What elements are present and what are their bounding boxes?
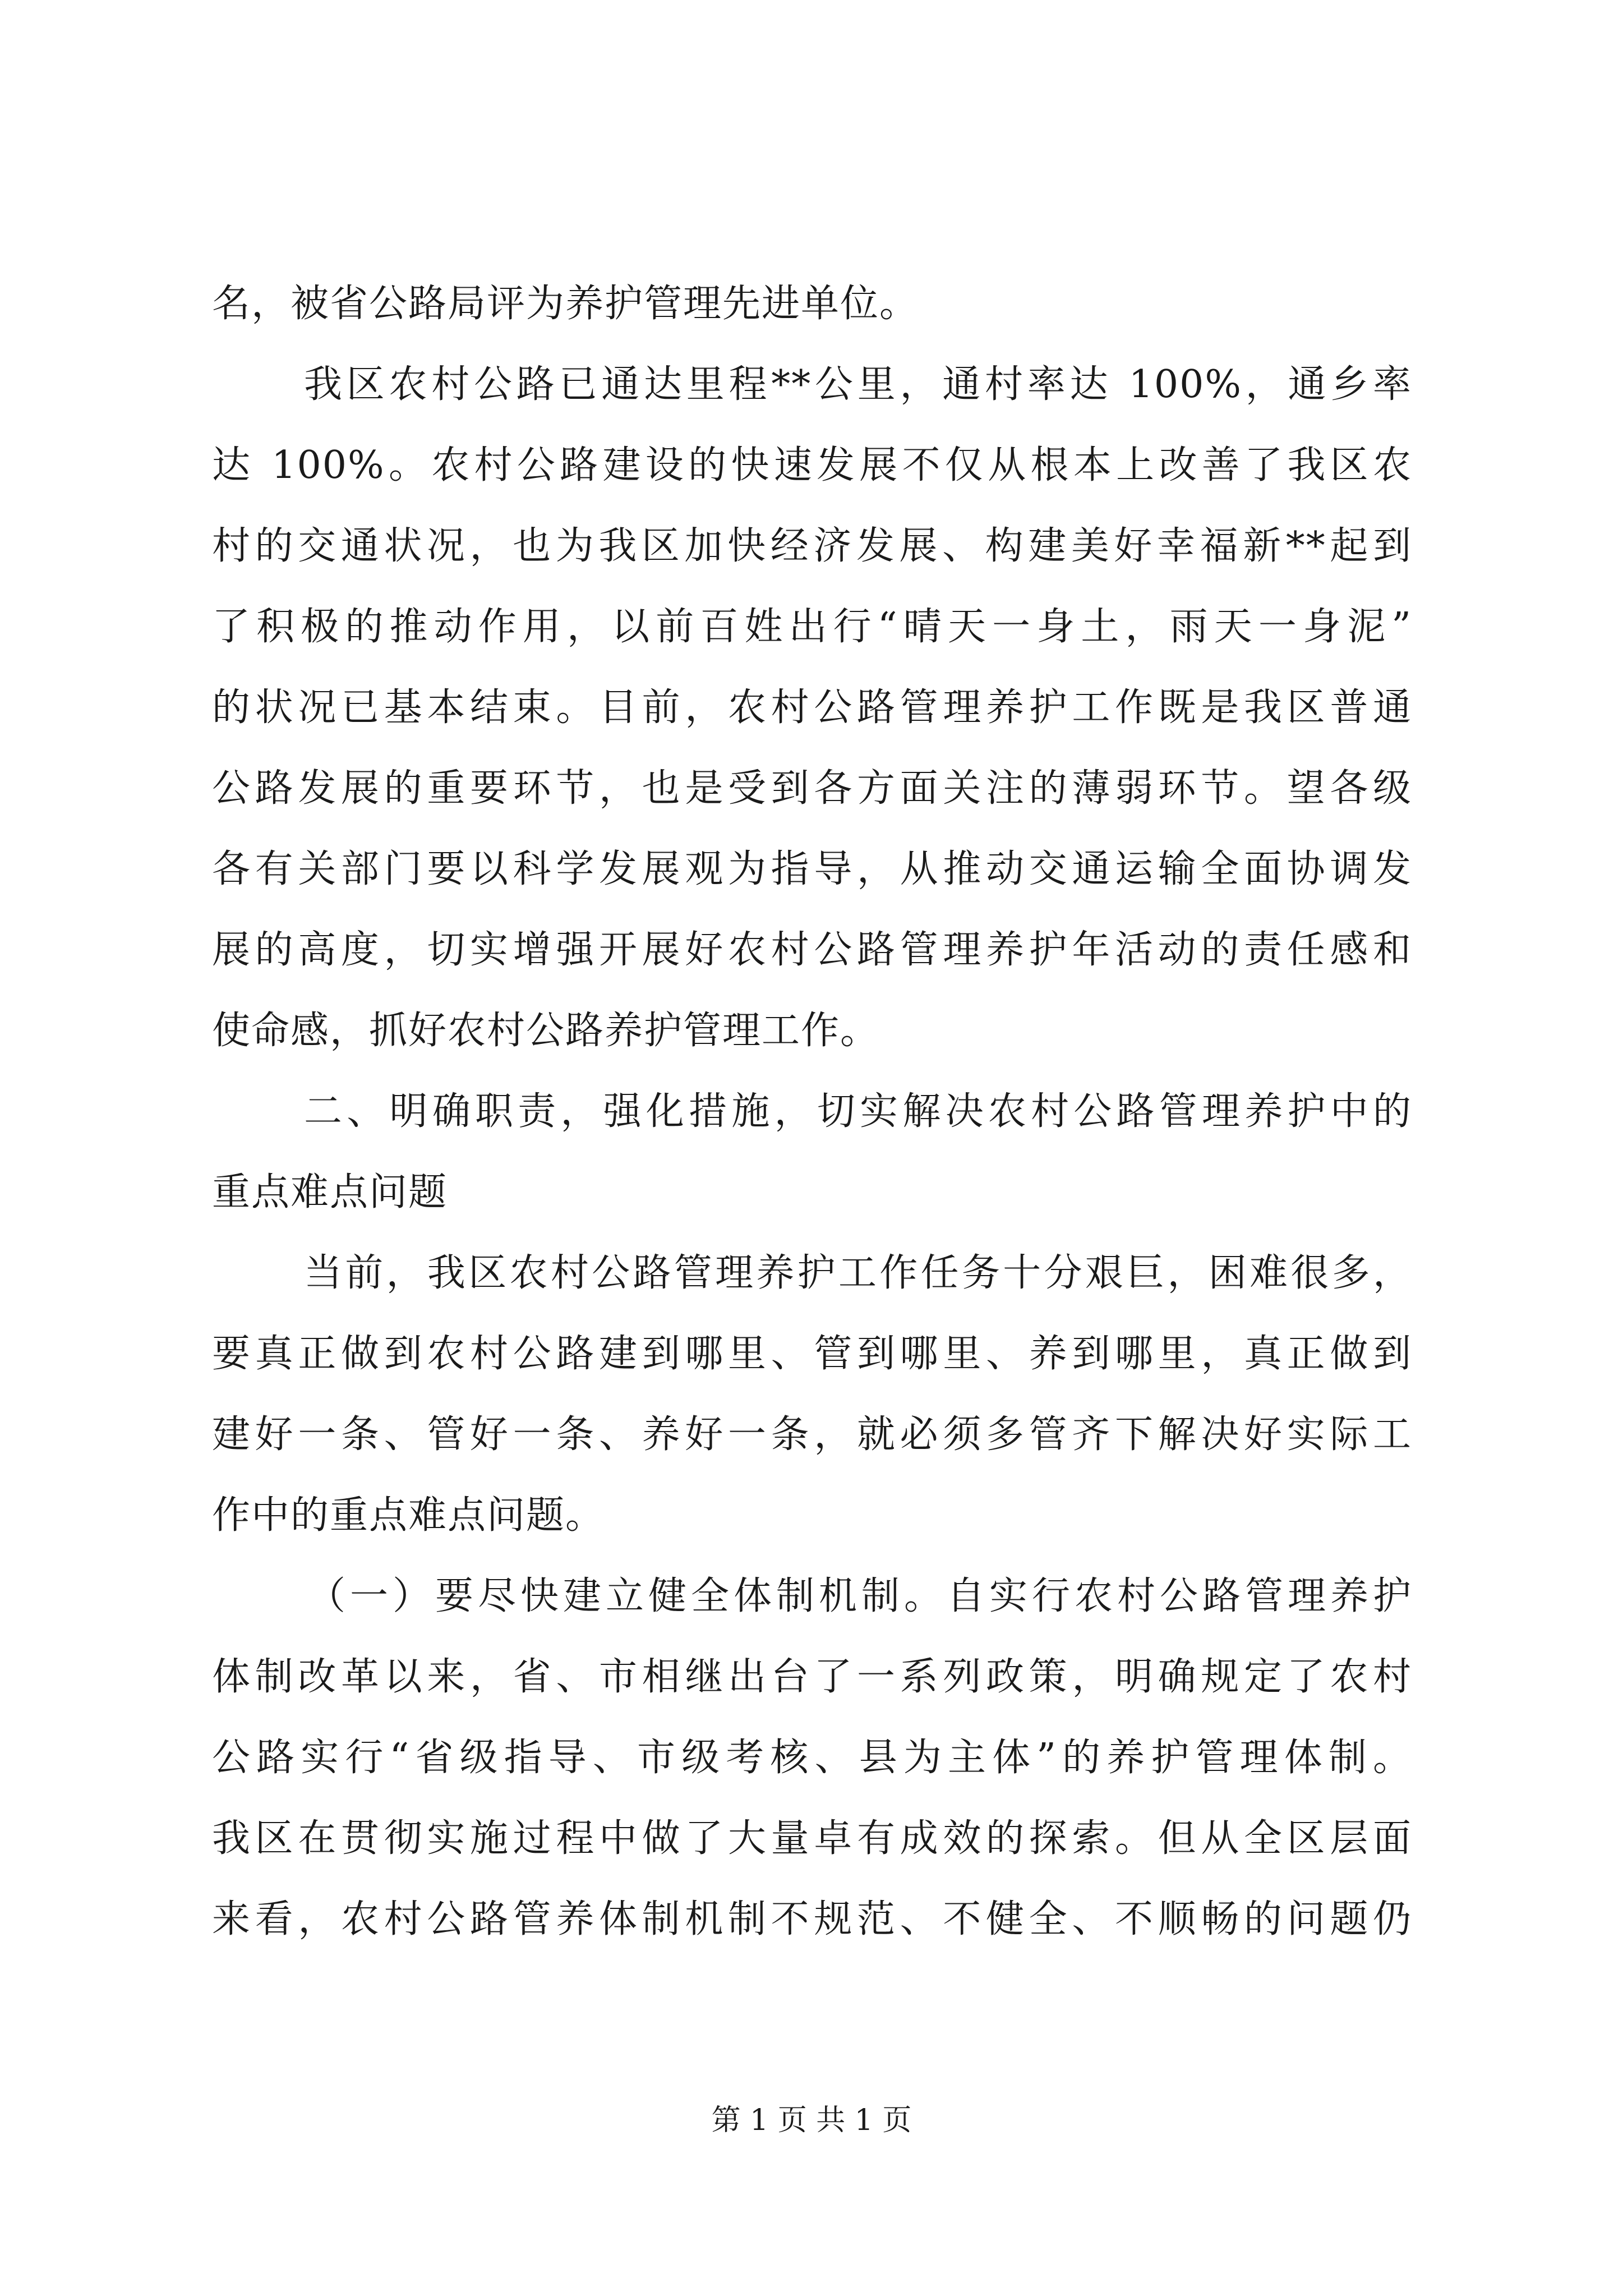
text-line: 我区在贯彻实施过程中做了大量卓有成效的探索。但从全区层面 [212, 1816, 1412, 1861]
text-line: 来看，农村公路管养体制机制不规范、不健全、不顺畅的问题仍 [212, 1897, 1412, 1941]
paragraph-first-line: 当前，我区农村公路管理养护工作任务十分艰巨，困难很多， [304, 1251, 1412, 1295]
text-line: 的状况已基本结束。目前，农村公路管理养护工作既是我区普通 [212, 685, 1412, 730]
text-line: 体制改革以来，省、市相继出台了一系列政策，明确规定了农村 [212, 1655, 1412, 1699]
text-line: 公路发展的重要环节，也是受到各方面关注的薄弱环节。望各级 [212, 766, 1412, 811]
section-heading: 二、明确职责，强化措施，切实解决农村公路管理养护中的 [304, 1089, 1412, 1134]
text-line: 各有关部门要以科学发展观为指导，从推动交通运输全面协调发 [212, 847, 1412, 891]
section-heading-continued: 重点难点问题 [212, 1170, 448, 1214]
paragraph-first-line: 我区农村公路已通达里程**公里，通村率达 100%，通乡率 [304, 362, 1412, 407]
text-line: 展的高度，切实增强开展好农村公路管理养护年活动的责任感和 [212, 928, 1412, 972]
page-footer [0, 2098, 1623, 2143]
subsection-first-line: （一）要尽快建立健全体制机制。自实行农村公路管理养护 [307, 1574, 1412, 1618]
text-line: 达 100%。农村公路建设的快速发展不仅从根本上改善了我区农 [212, 443, 1412, 487]
text-line: 要真正做到农村公路建到哪里、管到哪里、养到哪里，真正做到 [212, 1332, 1412, 1376]
text-line: 使命感，抓好农村公路养护管理工作。 [212, 1009, 880, 1053]
text-line: 村的交通状况，也为我区加快经济发展、构建美好幸福新**起到 [212, 524, 1412, 568]
text-line: 建好一条、管好一条、养好一条，就必须多管齐下解决好实际工 [212, 1412, 1412, 1457]
text-line: 了积极的推动作用，以前百姓出行“晴天一身土，雨天一身泥” [212, 605, 1412, 649]
text-line: 名，被省公路局评为养护管理先进单位。 [212, 282, 919, 326]
page-number: 第 1 页 共 1 页 [711, 2104, 912, 2137]
document-body [212, 264, 1412, 1960]
text-line: 作中的重点难点问题。 [212, 1493, 605, 1538]
text-line: 公路实行“省级指导、市级考核、县为主体”的养护管理体制。 [212, 1736, 1412, 1780]
